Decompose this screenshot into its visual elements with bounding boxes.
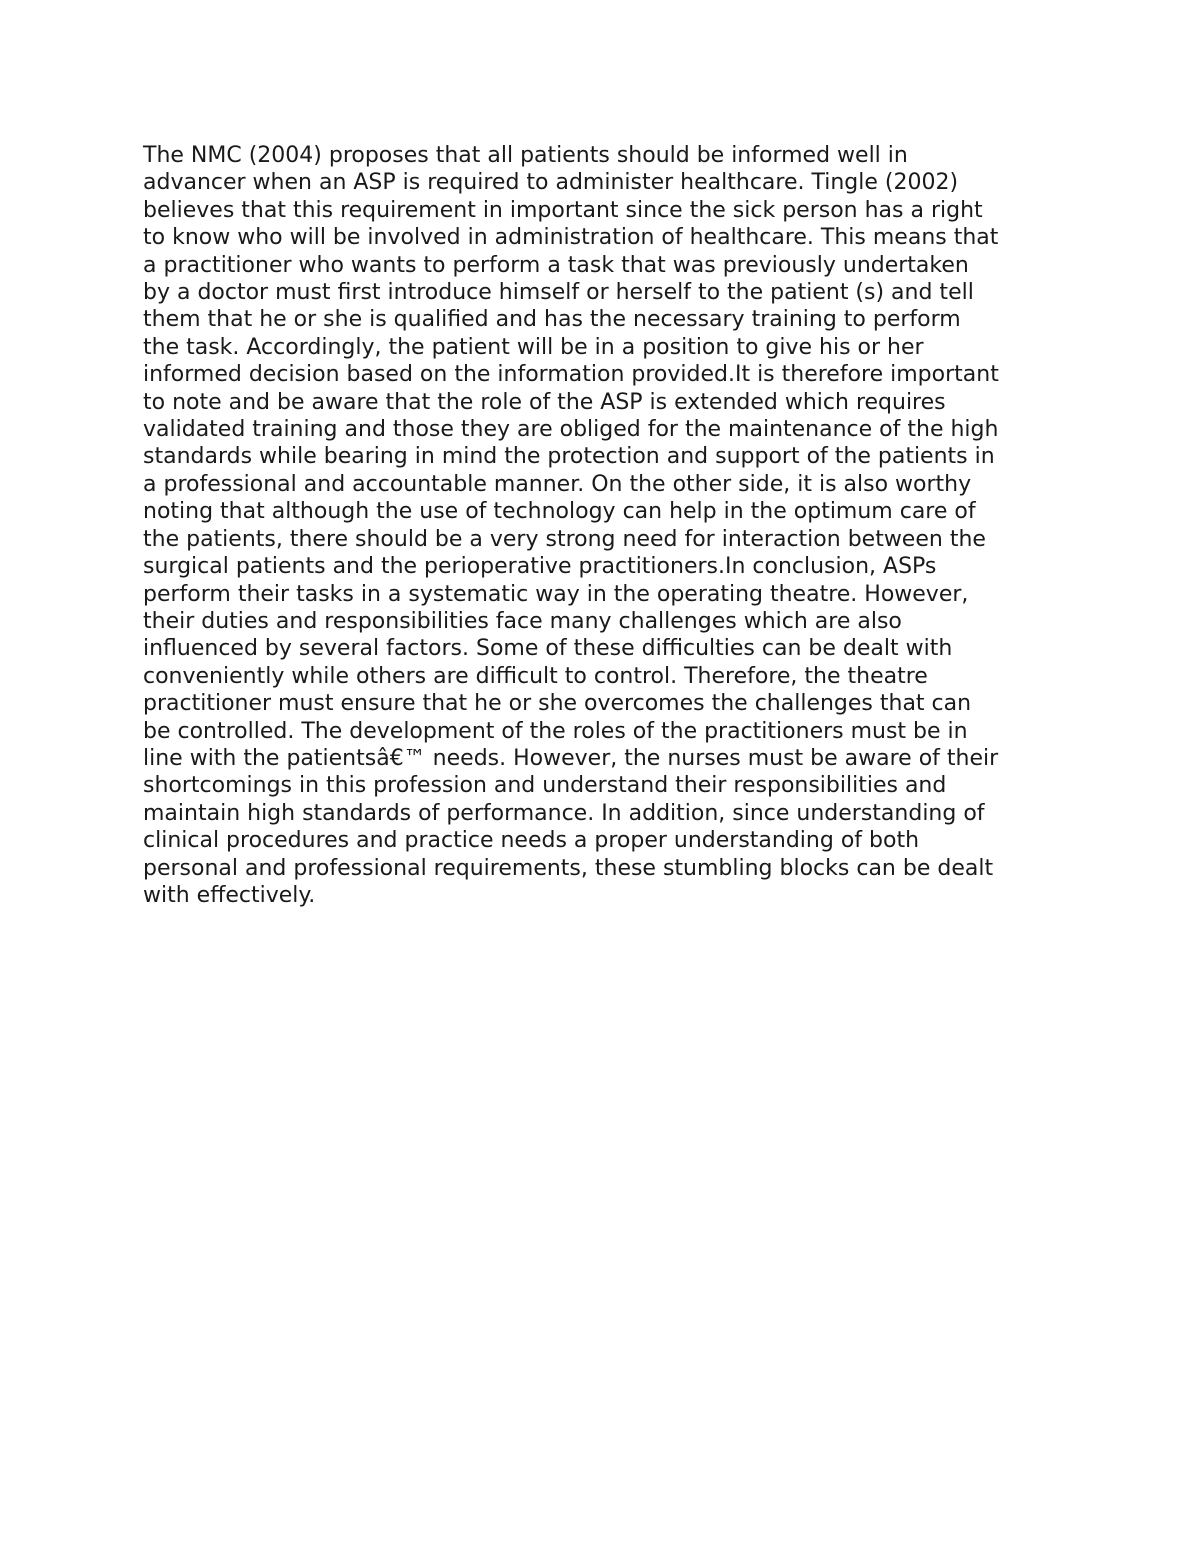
- text-line: standards while bearing in mind the protection and support of the patients in: [143, 444, 995, 470]
- text-line: with effectively.: [143, 882, 316, 908]
- text-line: them that he or she is qualified and has the necessary training to perform: [143, 307, 961, 333]
- text-line: the patients, there should be a very strong need for interaction between the: [143, 526, 986, 552]
- text-line: shortcomings in this profession and understand their responsibilities and: [143, 773, 947, 799]
- text-line: surgical patients and the perioperative practitioners.In conclusion, ASPs: [143, 554, 937, 580]
- text-line: conveniently while others are difficult to control. Therefore, the theatre: [143, 663, 928, 689]
- text-line: perform their tasks in a systematic way in the operating theatre. However,: [143, 581, 969, 607]
- text-line: maintain high standards of performance. In addition, since understanding of: [143, 800, 985, 826]
- text-line: line with the patientsâ€™ needs. However, the nurses must be aware of their: [143, 745, 999, 771]
- text-line: by a doctor must first introduce himself or herself to the patient (s) and tell: [143, 280, 974, 306]
- text-line: the task. Accordingly, the patient will be in a position to give his or her: [143, 334, 924, 360]
- text-line: influenced by several factors. Some of these difficulties can be dealt with: [143, 636, 953, 662]
- body-paragraph: [143, 142, 1073, 909]
- text-line: practitioner must ensure that he or she overcomes the challenges that can: [143, 691, 972, 717]
- text-line: personal and professional requirements, these stumbling blocks can be dealt: [143, 855, 994, 881]
- text-line: believes that this requirement in important since the sick person has a right: [143, 197, 983, 223]
- text-line: clinical procedures and practice needs a proper understanding of both: [143, 828, 920, 854]
- text-line: advancer when an ASP is required to administer healthcare. Tingle (2002): [143, 170, 959, 196]
- text-line: informed decision based on the information provided.It is therefore important: [143, 362, 999, 388]
- text-line: a professional and accountable manner. On the other side, it is also worthy: [143, 471, 972, 497]
- text-line: a practitioner who wants to perform a task that was previously undertaken: [143, 252, 969, 278]
- text-line: be controlled. The development of the roles of the practitioners must be in: [143, 718, 968, 744]
- text-line: noting that although the use of technology can help in the optimum care of: [143, 499, 976, 525]
- text-line: to know who will be involved in administration of healthcare. This means that: [143, 225, 999, 251]
- text-line: to note and be aware that the role of the ASP is extended which requires: [143, 389, 946, 415]
- text-line: their duties and responsibilities face many challenges which are also: [143, 608, 902, 634]
- text-line: The NMC (2004) proposes that all patients should be informed well in: [143, 143, 908, 168]
- text-line: validated training and those they are obliged for the maintenance of the high: [143, 417, 999, 443]
